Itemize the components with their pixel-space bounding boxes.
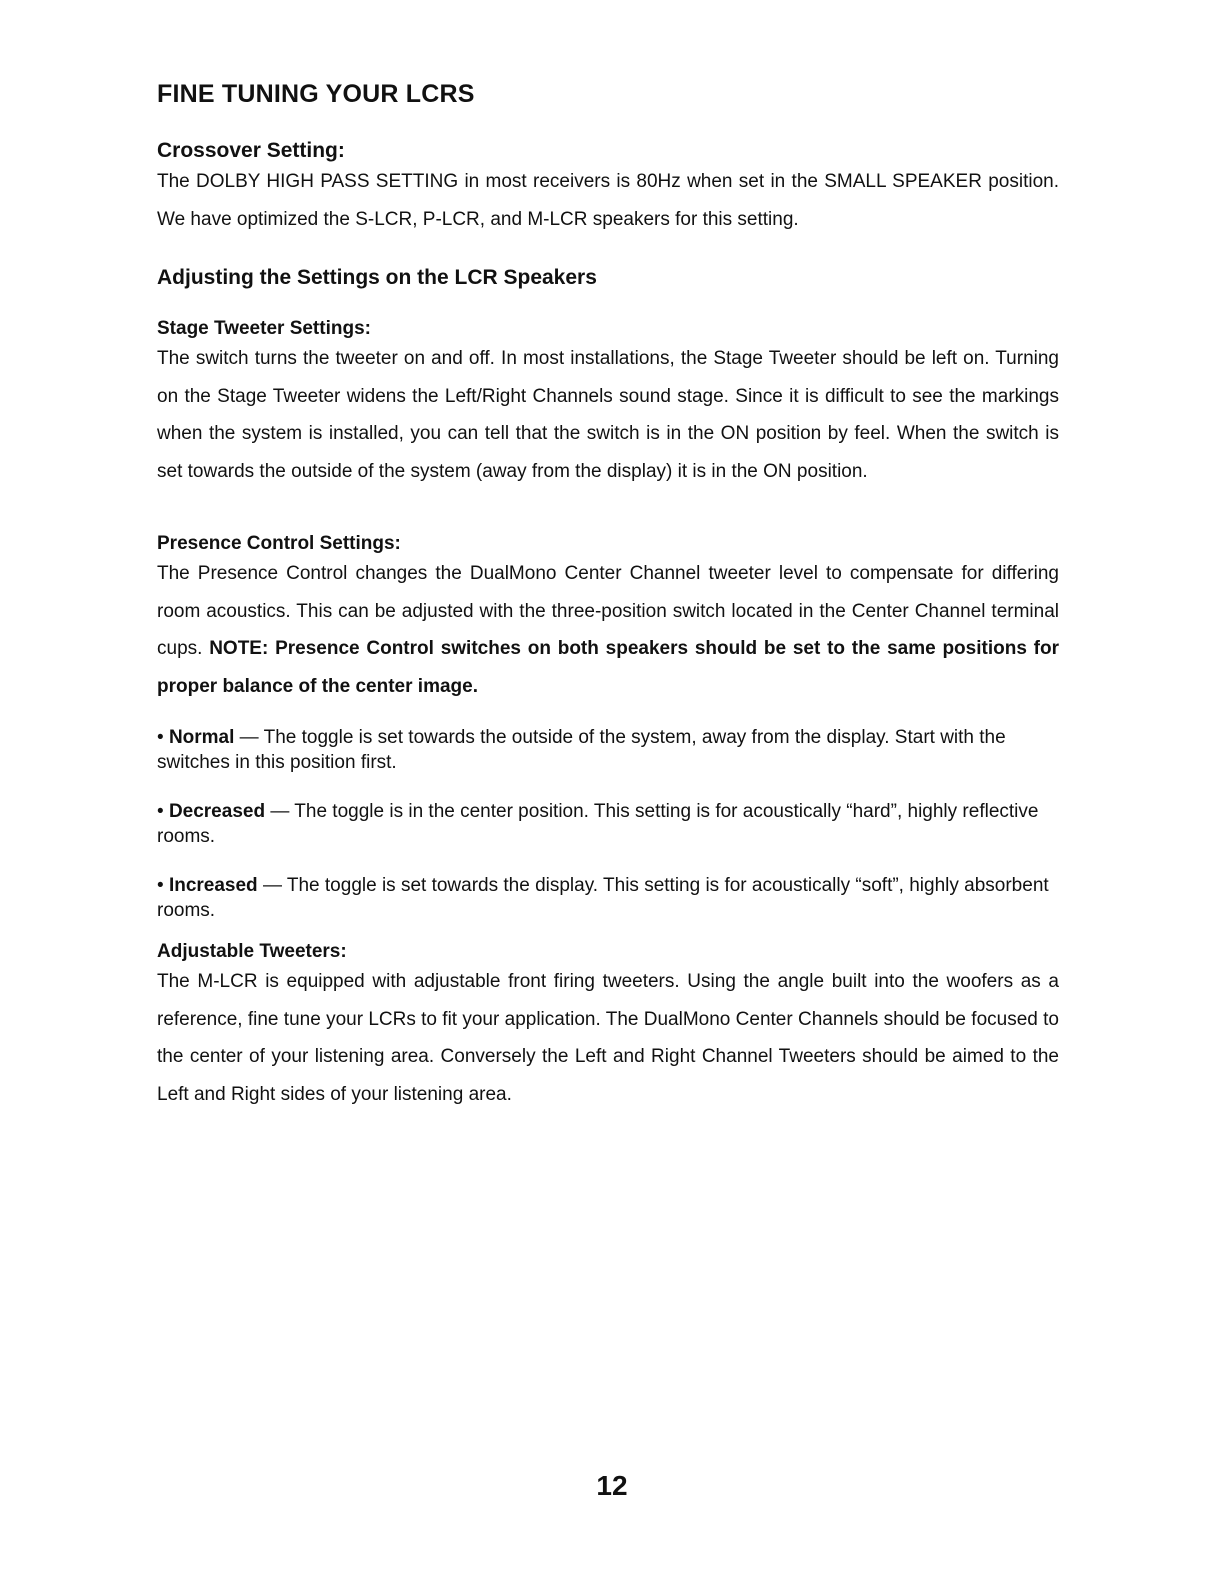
presence-note: NOTE: Presence Control switches on both speakers should be set to the same positions for proper balance of the center image. bbox=[157, 638, 1059, 697]
bullet-marker: • bbox=[157, 727, 169, 748]
presence-body: The Presence Control changes the DualMono Center Channel tweeter level to compensate for differing room acoustics. This can be adjusted with the three-position switch located in the Center Channel terminal cups. bbox=[157, 563, 1059, 659]
crossover-heading: Crossover Setting: bbox=[157, 139, 345, 162]
stage-tweeter-section bbox=[157, 318, 1059, 490]
document-page bbox=[157, 80, 1059, 1113]
adjustable-tweeters-heading: Adjustable Tweeters: bbox=[157, 941, 347, 962]
list-item bbox=[157, 725, 1059, 775]
page-title: FINE TUNING YOUR LCRS bbox=[157, 80, 475, 108]
list-item bbox=[157, 799, 1059, 849]
bullet-label: Normal bbox=[168, 727, 235, 748]
bullet-text: — The toggle is set towards the outside of the system, away from the display. Start with the switches in this position first. bbox=[157, 727, 1006, 773]
stage-tweeter-text: The switch turns the tweeter on and off. In most installations, the Stage Tweeter should be left on. Turning on the Stage Tweeter widens the Left/Right Channels sound stage. Since it is difficult to see the markings when the system is installed, you can tell that the switch is in the ON position by feel. When the switch is set towards the outside of the system (away from the display) it is in the ON position. bbox=[157, 348, 1059, 482]
bullet-text: — The toggle is set towards the display. This setting is for acoustically “soft”, highly absorbent rooms. bbox=[157, 875, 1049, 921]
bullet-marker: • bbox=[157, 801, 169, 822]
adjustable-tweeters-text: The M-LCR is equipped with adjustable front firing tweeters. Using the angle built into the woofers as a reference, fine tune your LCRs to fit your application. The DualMono Center Channels should be focused to the center of your listening area. Conversely the Left and Right Channel Tweeters should be aimed to the Left and Right sides of your listening area. bbox=[157, 971, 1059, 1105]
list-item bbox=[157, 873, 1059, 923]
presence-options-list bbox=[157, 725, 1059, 923]
presence-heading: Presence Control Settings: bbox=[157, 533, 401, 554]
bullet-label: Decreased bbox=[168, 801, 266, 822]
stage-tweeter-heading: Stage Tweeter Settings: bbox=[157, 318, 371, 339]
presence-text bbox=[157, 555, 1059, 705]
adjustable-tweeters-section bbox=[157, 941, 1059, 1113]
crossover-text: The DOLBY HIGH PASS SETTING in most receivers is 80Hz when set in the SMALL SPEAKER position. We have optimized the S-LCR, P-LCR, and M-LCR speakers for this setting. bbox=[157, 171, 1059, 230]
page-number: 12 bbox=[596, 1470, 628, 1501]
adjusting-heading: Adjusting the Settings on the LCR Speakers bbox=[157, 266, 597, 289]
presence-section bbox=[157, 533, 1059, 705]
crossover-section bbox=[157, 139, 1059, 238]
bullet-label: Increased bbox=[168, 875, 258, 896]
bullet-text: — The toggle is in the center position. This setting is for acoustically “hard”, highly reflective rooms. bbox=[157, 801, 1039, 847]
bullet-marker: • bbox=[157, 875, 169, 896]
